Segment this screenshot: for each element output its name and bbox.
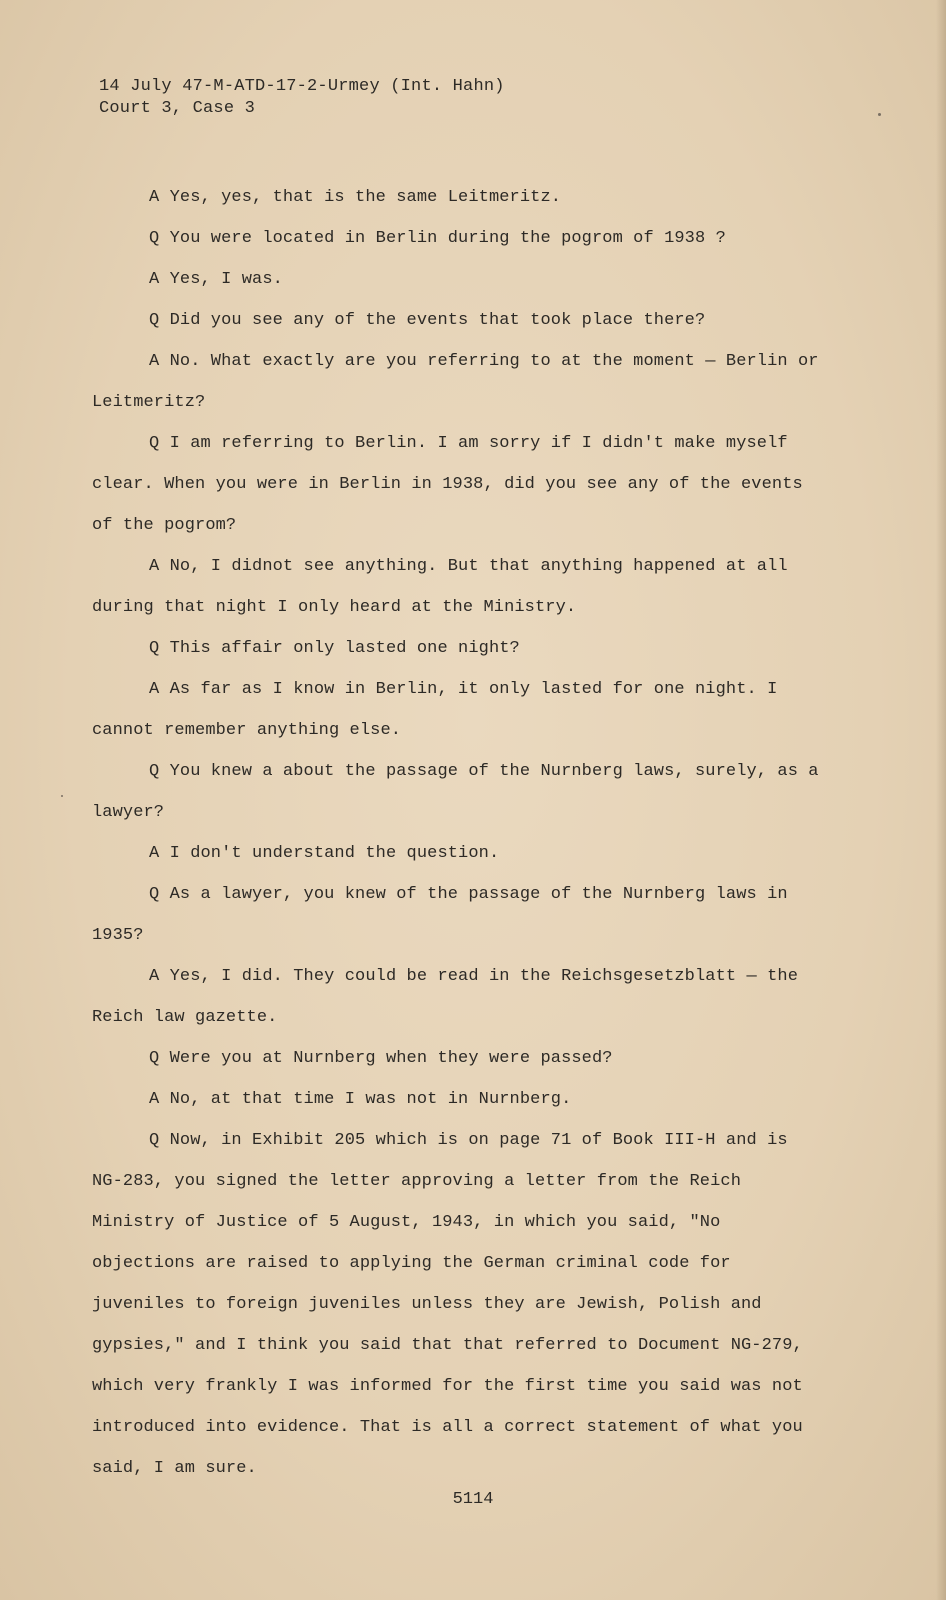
transcript-paragraph: Q I am referring to Berlin. I am sorry if I didn't make myself clear. When you were in Berlin in 1938, did you see any of the events of the pogrom? [92,434,803,535]
transcript-paragraph: A As far as I know in Berlin, it only lasted for one night. I cannot remember anything else. [92,680,778,740]
transcript-paragraph: A No, I didnot see anything. But that anything happened at all during that night I only heard at the Ministry. [92,557,788,617]
paper-edge-shadow [936,0,946,1600]
transcript-paragraph: A No, at that time I was not in Nurnberg. [149,1090,572,1109]
transcript-paragraph: Q Were you at Nurnberg when they were passed? [149,1049,613,1068]
transcript-paragraph: Q You knew a about the passage of the Nurnberg laws, surely, as a lawyer? [92,762,819,822]
transcript-paragraph: A Yes, yes, that is the same Leitmeritz. [149,188,562,207]
transcript-paragraph: A No. What exactly are you referring to at the moment — Berlin or Leitmeritz? [92,352,819,412]
transcript-paragraph: Q You were located in Berlin during the pogrom of 1938 ? [149,229,726,248]
transcript-paragraph: Q Did you see any of the events that took place there? [149,311,706,330]
paper-speck [61,795,63,797]
page-number: 5114 [452,1490,494,1509]
transcript-paragraph: A I don't understand the question. [149,844,500,863]
transcript-paragraph: Q This affair only lasted one night? [149,639,520,658]
transcript-paragraph: A Yes, I did. They could be read in the Reichsgesetzblatt — the Reich law gazette. [92,967,799,1027]
header-line-1: 14 July 47-M-ATD-17-2-Urmey (Int. Hahn) [99,77,505,96]
transcript-body [92,177,824,1489]
transcript-paragraph: A Yes, I was. [149,270,283,289]
transcript-header [99,76,505,120]
transcript-paragraph: Q Now, in Exhibit 205 which is on page 71 of Book III-H and is NG-283, you signed the letter approving a letter from the Reich Ministry of Justice of 5 August, 1943, in which you said, "No objections are raised to applying the German criminal code for juveniles to foreign juveniles unless they are Jewish, Polish and gypsies," and I think you said that that referred to Document NG-279, which very frankly I was informed for the first time you said was not introduced into evidence. That is all a correct statement of what you said, I am sure. [92,1131,803,1478]
transcript-paragraph: Q As a lawyer, you knew of the passage of the Nurnberg laws in 1935? [92,885,788,945]
paper-speck [878,113,881,116]
header-line-2: Court 3, Case 3 [99,99,256,118]
